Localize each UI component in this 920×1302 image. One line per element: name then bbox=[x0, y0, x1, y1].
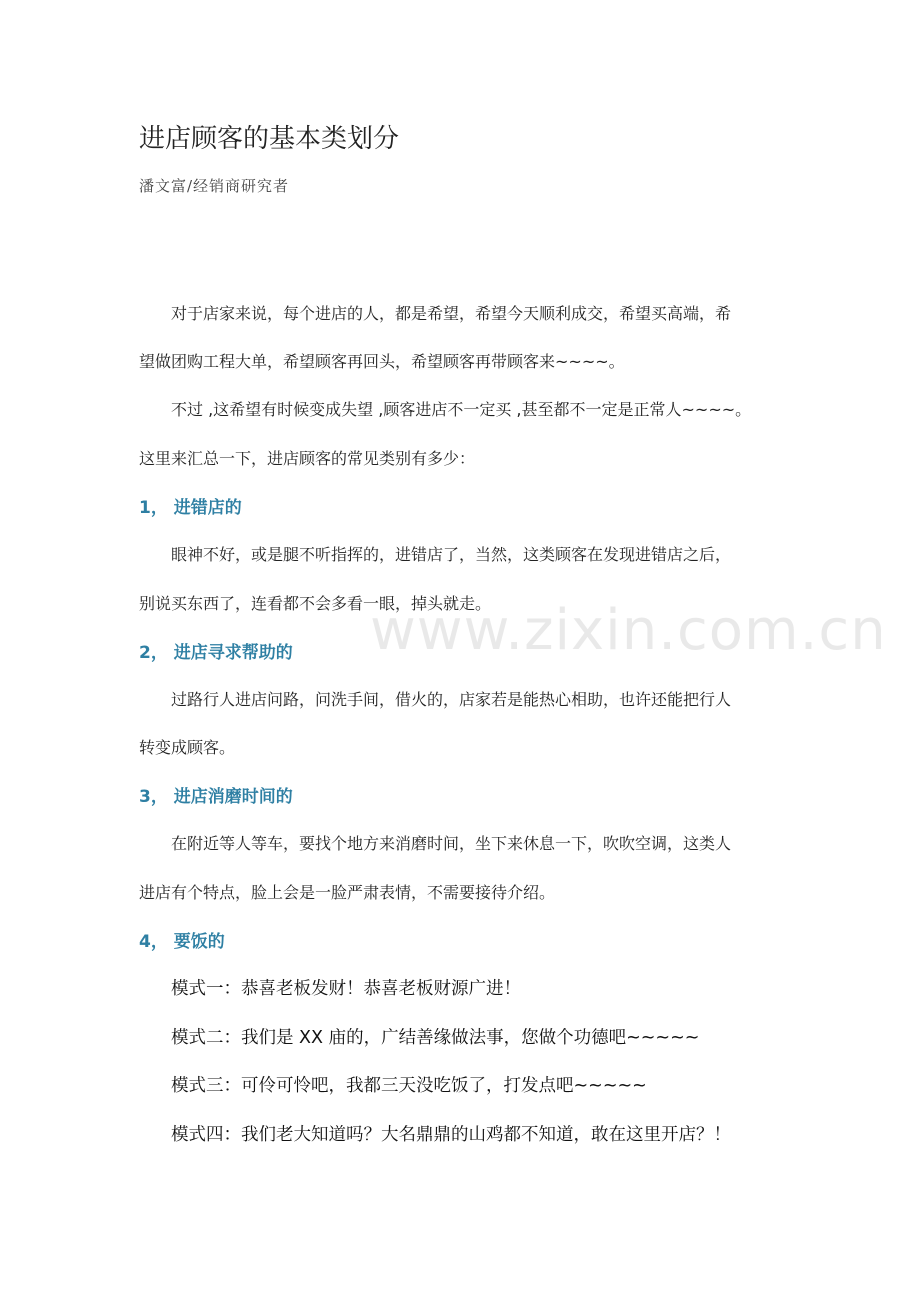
intro-line-1: 对于店家来说，每个进店的人，都是希望，希望今天顺利成交，希望买高端，希 bbox=[171, 304, 732, 323]
document-title: 进店顾客的基本类划分 bbox=[139, 124, 400, 154]
section-heading-1: 1， 进错店的 bbox=[139, 498, 242, 518]
mode-line-4: 模式四：我们老大知道吗？大名鼎鼎的山鸡都不知道，敢在这里开店？！ bbox=[171, 1125, 731, 1145]
author-line: 潘文富/经销商研究者 bbox=[139, 177, 290, 195]
section-3-line-2: 进店有个特点，脸上会是一脸严肃表情，不需要接待介绍。 bbox=[139, 883, 556, 902]
section-heading-4: 4， 要饭的 bbox=[139, 932, 225, 952]
section-heading-2: 2， 进店寻求帮助的 bbox=[139, 643, 293, 663]
mode-line-1: 模式一：恭喜老板发财！恭喜老板财源广进！ bbox=[171, 979, 521, 999]
section-2-line-1: 过路行人进店问路，问洗手间，借火的，店家若是能热心相助，也许还能把行人 bbox=[171, 690, 732, 709]
section-1-line-1: 眼神不好，或是腿不听指挥的，进错店了，当然，这类顾客在发现进错店之后， bbox=[171, 545, 732, 564]
section-1-line-2: 别说买东西了，连看都不会多看一眼，掉头就走。 bbox=[139, 594, 492, 613]
intro-line-3: 不过 ,这希望有时候变成失望 ,顾客进店不一定买 ,甚至都不一定是正常人~~~~。 bbox=[171, 400, 752, 419]
section-2-line-2: 转变成顾客。 bbox=[139, 738, 236, 757]
section-heading-3: 3， 进店消磨时间的 bbox=[139, 787, 293, 807]
mode-line-3: 模式三：可伶可怜吧，我都三天没吃饭了，打发点吧~~~~~ bbox=[171, 1076, 647, 1096]
intro-line-4: 这里来汇总一下，进店顾客的常见类别有多少： bbox=[139, 449, 476, 468]
mode-line-2: 模式二：我们是 XX 庙的，广结善缘做法事，您做个功德吧~~~~~ bbox=[171, 1028, 700, 1048]
watermark: www.zixin.com.cn bbox=[370, 598, 887, 663]
intro-line-2: 望做团购工程大单，希望顾客再回头，希望顾客再带顾客来~~~~。 bbox=[139, 352, 625, 371]
section-3-line-1: 在附近等人等车，要找个地方来消磨时间，坐下来休息一下，吹吹空调，这类人 bbox=[171, 834, 732, 853]
